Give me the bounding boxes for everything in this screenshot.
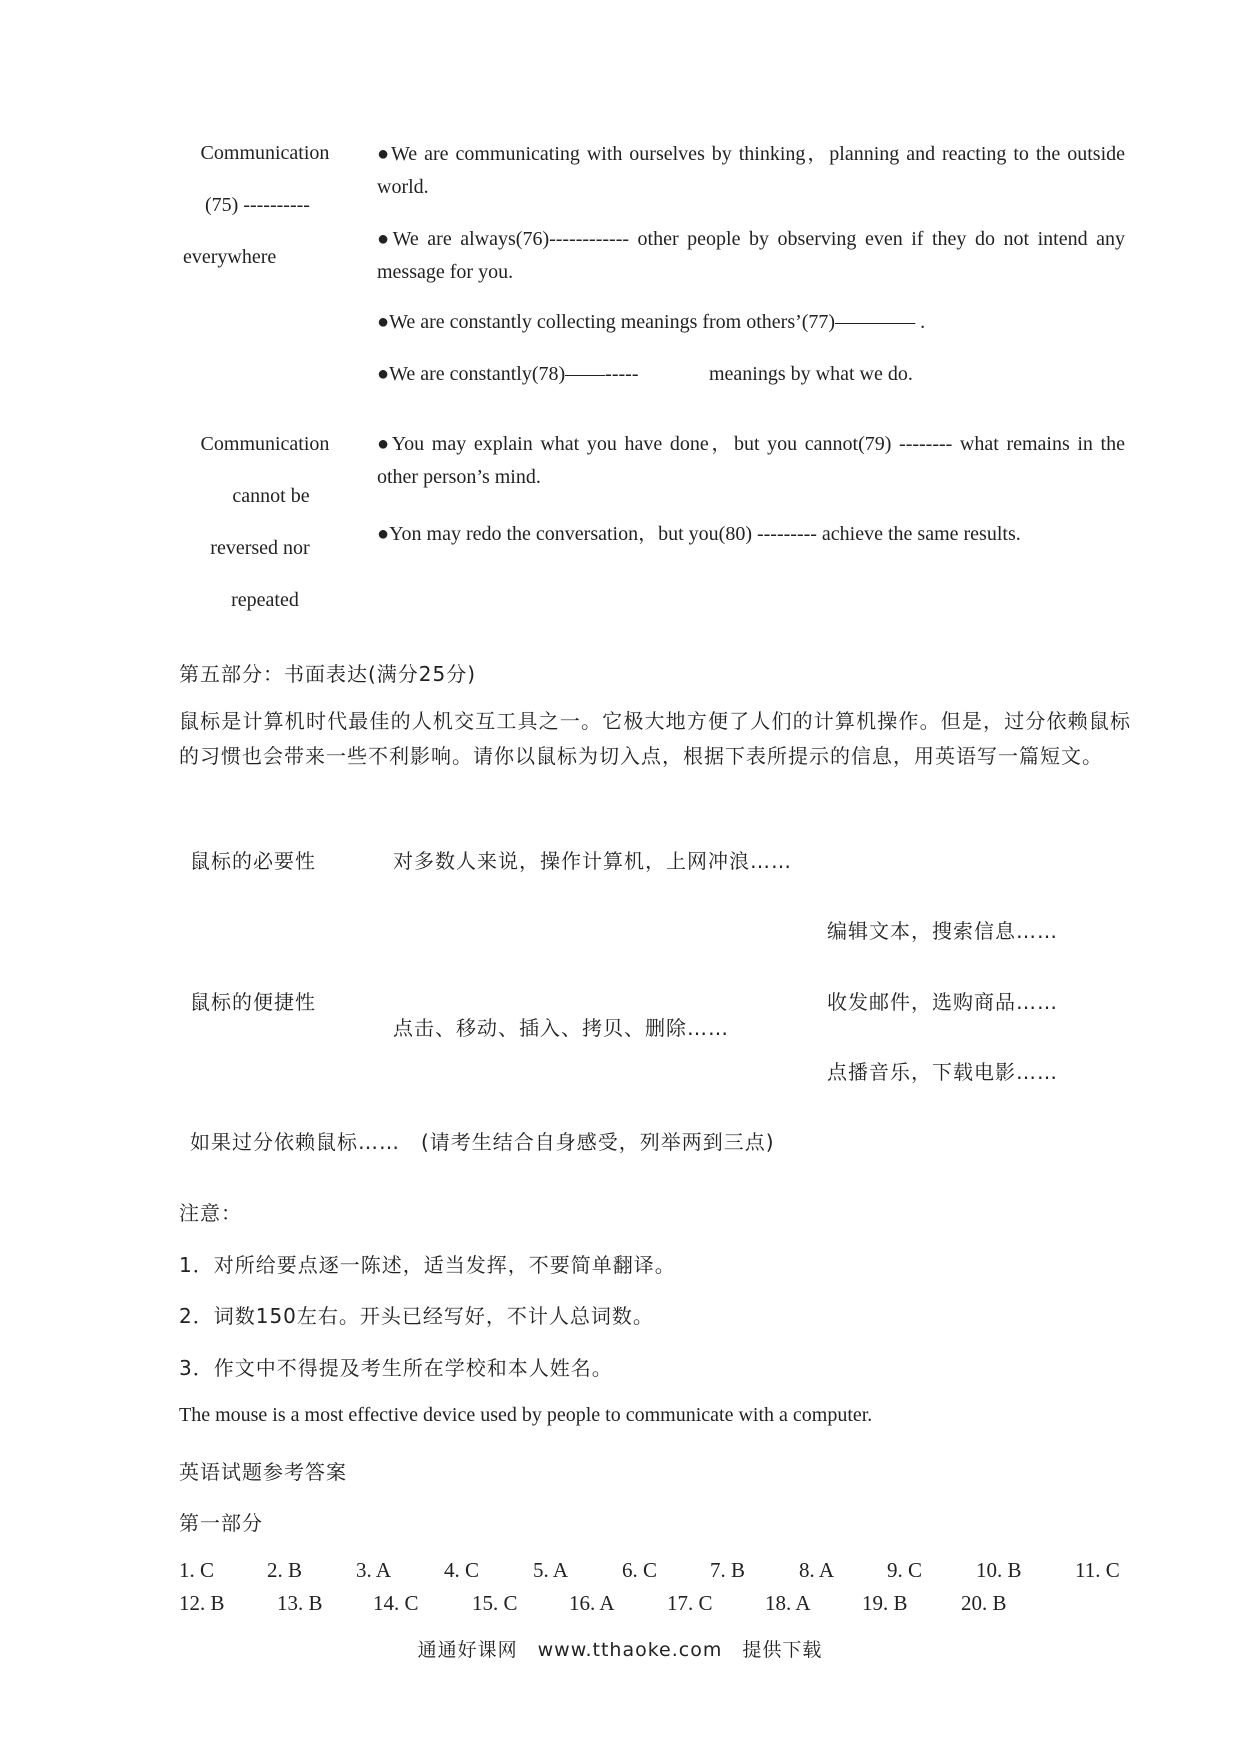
answer-item: 1. C: [179, 1558, 215, 1582]
row2-label: 鼠标的便捷性: [190, 990, 316, 1014]
answer-item: 10. B: [976, 1558, 1022, 1582]
label-line: reversed nor: [210, 537, 310, 559]
answer-item: 17. C: [667, 1591, 713, 1615]
answer-item: 6. C: [622, 1558, 658, 1582]
row2-right-1: 编辑文本，搜索信息……: [827, 919, 1058, 943]
notes-title: 注意：: [179, 1201, 242, 1225]
answer-item: 18. A: [765, 1591, 811, 1615]
answer-item: 5. A: [533, 1558, 569, 1582]
answers-row-2: [0, 1591, 1240, 1621]
label-line: (75) ----------: [205, 194, 310, 216]
row2-right-2: 收发邮件，选购商品……: [827, 990, 1058, 1014]
answer-item: 7. B: [710, 1558, 746, 1582]
bullet-76: ●We are always(76)------------ other people by observing even if they do not intend any message for you.: [377, 228, 1125, 283]
answer-item: 15. C: [472, 1591, 518, 1615]
answers-title: 英语试题参考答案: [179, 1460, 347, 1484]
note-2: 2．词数150左右。开头已经写好，不计人总词数。: [179, 1304, 654, 1328]
answer-item: 11. C: [1075, 1558, 1120, 1582]
answer-item: 12. B: [179, 1591, 225, 1615]
bullet-77: ●We are constantly collecting meanings from others’(77)———— .: [377, 311, 926, 333]
answer-item: 3. A: [356, 1558, 392, 1582]
bullet-80: ●Yon may redo the conversation，but you(80) --------- achieve the same results.: [377, 523, 1021, 545]
label-line: cannot be: [232, 485, 310, 507]
section5-heading: 第五部分：书面表达(满分25分): [179, 662, 477, 686]
row1-label: 鼠标的必要性: [190, 849, 316, 873]
bullet-78-a: ●We are constantly(78)——-----: [377, 363, 639, 385]
answer-item: 4. C: [444, 1558, 480, 1582]
label-line: Communication: [200, 433, 330, 455]
answer-item: 20. B: [961, 1591, 1007, 1615]
answer-item: 14. C: [373, 1591, 419, 1615]
label-line: repeated: [231, 589, 299, 611]
label-line: Communication: [200, 142, 330, 164]
answer-item: 13. B: [277, 1591, 323, 1615]
answer-item: 9. C: [887, 1558, 923, 1582]
part1-heading: 第一部分: [179, 1511, 263, 1535]
note-1: 1．对所给要点逐一陈述，适当发挥，不要简单翻译。: [179, 1253, 676, 1277]
row2-mid: 点击、移动、插入、拷贝、删除……: [393, 1016, 729, 1040]
answers-row-1: [0, 1558, 1240, 1588]
row3-text: 如果过分依赖鼠标…… (请考生结合自身感受，列举两到三点): [190, 1130, 775, 1154]
answer-item: 2. B: [267, 1558, 303, 1582]
essay-opening: The mouse is a most effective device used by people to communicate with a computer.: [179, 1404, 873, 1426]
note-3: 3．作文中不得提及考生所在学校和本人姓名。: [179, 1356, 613, 1380]
answer-item: 19. B: [862, 1591, 908, 1615]
bullet-75a: ●We are communicating with ourselves by thinking，planning and reacting to the outside world.: [377, 143, 1125, 198]
bullet-78-b: meanings by what we do.: [709, 363, 913, 385]
row1-text: 对多数人来说，操作计算机，上网冲浪……: [393, 849, 792, 873]
answer-item: 16. A: [569, 1591, 615, 1615]
row2-right-3: 点播音乐，下载电影……: [827, 1060, 1058, 1084]
section5-intro: 鼠标是计算机时代最佳的人机交互工具之一。它极大地方便了人们的计算机操作。但是，过分依赖鼠标的习惯也会带来一些不利影响。请你以鼠标为切入点，根据下表所提示的信息，用英语写一篇短文。: [179, 709, 1131, 768]
answer-item: 8. A: [799, 1558, 835, 1582]
bullet-79: ●You may explain what you have done，but you cannot(79) -------- what remains in the other person’s mind.: [377, 433, 1125, 488]
label-line: everywhere: [183, 246, 277, 268]
page-footer: 通通好课网 www.tthaoke.com 提供下载: [417, 1639, 823, 1661]
